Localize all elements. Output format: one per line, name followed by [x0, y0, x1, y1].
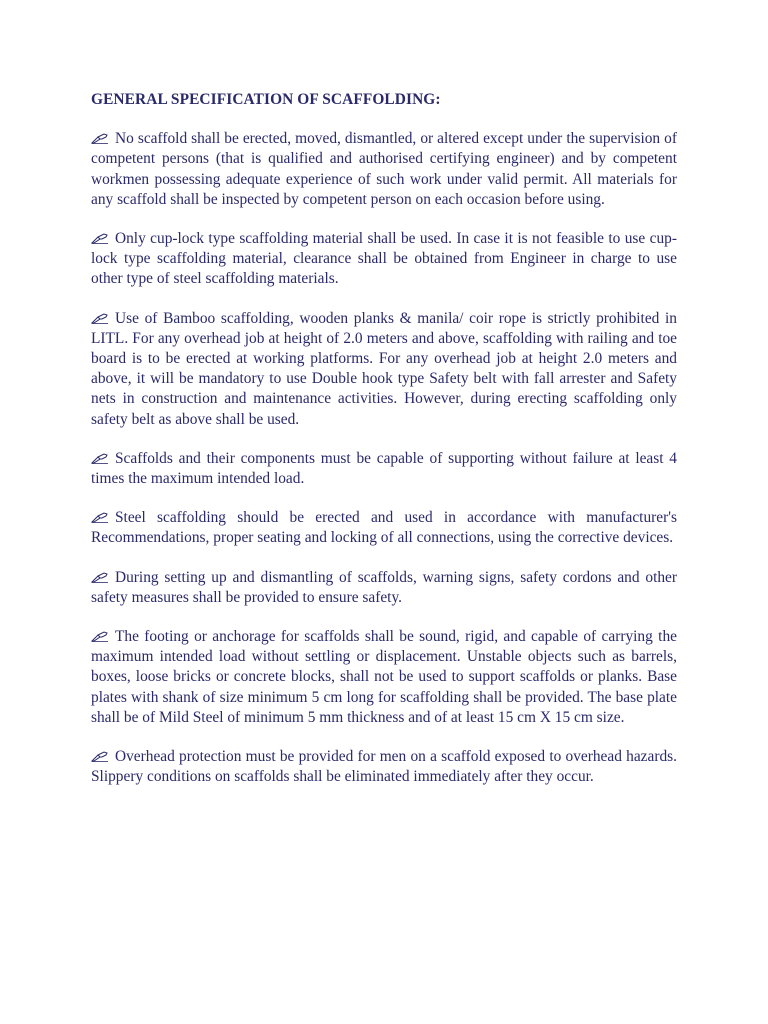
- paragraph-bamboo: [91, 309, 677, 430]
- writing-hand-icon: [91, 452, 109, 464]
- paragraph-warning-signs: [91, 568, 677, 608]
- document-page: [91, 90, 677, 806]
- paragraph-footing: [91, 627, 677, 728]
- paragraph-text: The footing or anchorage for scaffolds shall be sound, rigid, and capable of carrying the maximum intended load without settling or displacement. Unstable objects such as barrels, boxes, loose bricks or concrete blocks, shall not be used to support scaffolds or planks. Base plates with shank of size minimum 5 cm long for scaffolding shall be provided. The base plate shall be of Mild Steel of minimum 5 mm thickness and of at least 15 cm X 15 cm size.: [91, 628, 677, 726]
- paragraph-steel-scaffolding: [91, 508, 677, 548]
- writing-hand-icon: [91, 511, 109, 523]
- paragraph-text: Use of Bamboo scaffolding, wooden planks & manila/ coir rope is strictly prohibited in LITL. For any overhead job at height of 2.0 meters and above, scaffolding with railing and toe board is to be erected at working platforms. For any overhead job at height 2.0 meters and above, it will be mandatory to use Double hook type Safety belt with fall arrester and Safety nets in construction and maintenance activities. However, during erecting scaffolding only safety belt as above shall be used.: [91, 309, 677, 428]
- writing-hand-icon: [91, 571, 109, 583]
- paragraph-text: No scaffold shall be erected, moved, dismantled, or altered except under the supervision of competent persons (that is qualified and authorised certifying engineer) and by competent workmen possessing adequate experience of such work under valid permit. All materials for any scaffold shall be inspected by competent person on each occasion before using.: [91, 130, 677, 208]
- paragraph-text: Scaffolds and their components must be capable of supporting without failure at least 4 times the maximum intended load.: [91, 449, 677, 488]
- paragraph-text: Only cup-lock type scaffolding material shall be used. In case it is not feasible to use cup-lock type scaffolding material, clearance shall be obtained from Engineer in charge to use other type of steel scaffolding materials.: [91, 230, 677, 288]
- paragraph-text: Steel scaffolding should be erected and used in accordance with manufacturer's Recommendations, proper seating and locking of all connections, using the corrective devices.: [91, 509, 677, 547]
- paragraph-cup-lock: [91, 229, 677, 290]
- paragraph-text: During setting up and dismantling of scaffolds, warning signs, safety cordons and other safety measures shall be provided to ensure safety.: [91, 568, 677, 606]
- paragraph-load-capacity: [91, 449, 677, 489]
- writing-hand-icon: [91, 630, 109, 642]
- writing-hand-icon: [91, 312, 109, 324]
- paragraph-supervision: [91, 129, 677, 210]
- writing-hand-icon: [91, 132, 109, 144]
- writing-hand-icon: [91, 232, 109, 244]
- paragraph-overhead-protection: [91, 747, 677, 787]
- paragraph-text: Overhead protection must be provided for men on a scaffold exposed to overhead hazards. Slippery conditions on scaffolds shall be eliminated immediately after they occur.: [91, 748, 677, 786]
- writing-hand-icon: [91, 750, 109, 762]
- document-title: GENERAL SPECIFICATION OF SCAFFOLDING:: [91, 91, 441, 108]
